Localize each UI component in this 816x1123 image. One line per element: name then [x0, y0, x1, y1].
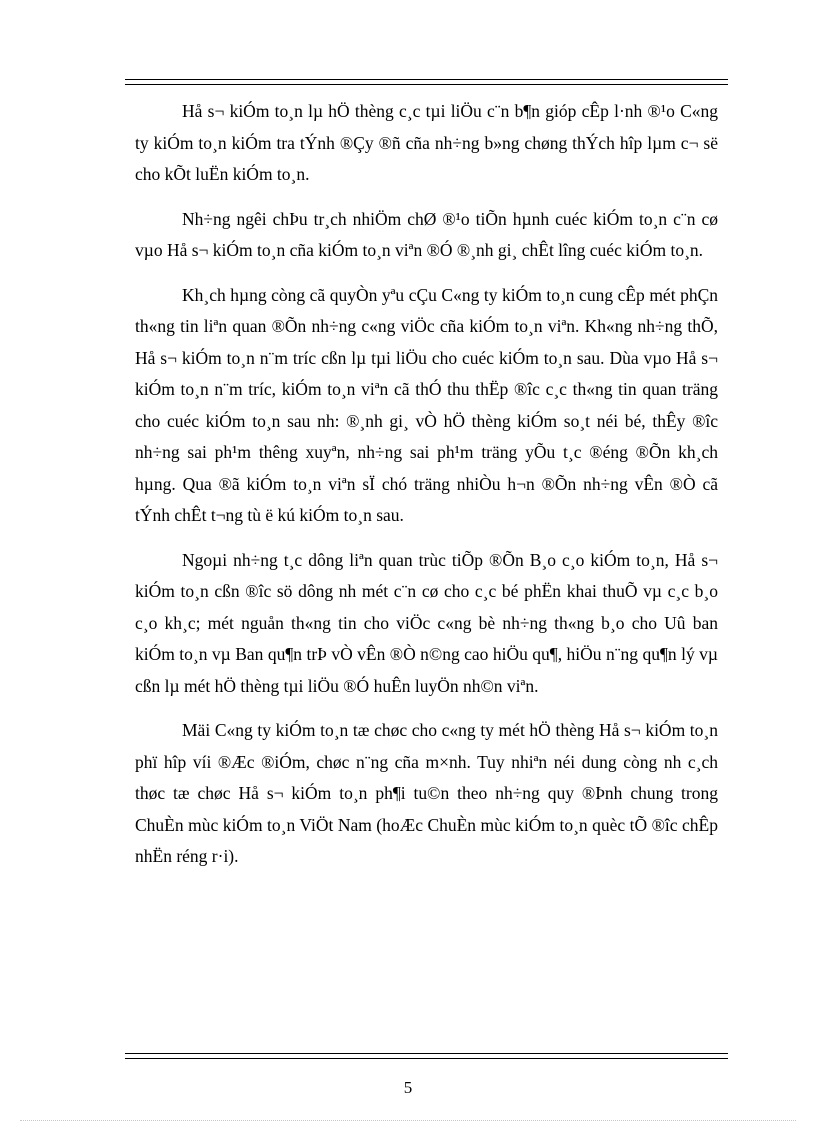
page-number: 5: [403, 1078, 413, 1097]
paragraph-1: Hå s¬ kiÓm to¸n lµ hÖ thèng c¸c tµi liÖu c¨n b¶n gióp cÊp l·nh ®¹o C«ng ty kiÓm to¸n kiÓm tra tÝnh ®Çy ®ñ cña nh÷ng b»ng chøng thÝch hîp lµm c¬ së cho kÕt luËn kiÓm to¸n.: [135, 101, 718, 184]
paragraph-2: Nh÷ng ngêi chÞu tr¸ch nhiÖm chØ ®¹o tiÕn hµnh cuéc kiÓm to¸n c¨n cø vµo Hå s¬ kiÓm to¸n cña kiÓm to¸n viªn ®Ó ®¸nh gi¸ chÊt lîng cuéc kiÓm to¸n.: [135, 208, 718, 260]
header-double-rule: [125, 79, 728, 85]
paragraph-4: Ngoµi nh÷ng t¸c dông liªn quan trùc tiÕp ®Õn B¸o c¸o kiÓm to¸n, Hå s¬ kiÓm to¸n cßn ®îc sö dông nh mét c¨n cø cho c¸c bé phËn khai thuÕ vµ c¸c b¸o c¸o kh¸c; mét nguån th«ng tin cho viÖc c«ng bè nh÷ng th«ng b¸o cho Uû ban kiÓm to¸n vµ Ban qu¶n trÞ vÒ vÊn ®Ò n©ng cao hiÖu qu¶, hiÖu n¨ng qu¶n lý vµ cßn lµ mét hÖ thèng tµi liÖu ®Ó huÊn luyÖn nh©n viªn.: [135, 549, 718, 696]
page-edge-dotted-line: [20, 1120, 796, 1121]
footer-double-rule: [125, 1053, 728, 1059]
document-body: [135, 96, 718, 886]
paragraph-5: Mäi C«ng ty kiÓm to¸n tæ chøc cho c«ng ty mét hÖ thèng Hå s¬ kiÓm to¸n phï hîp víi ®Æc ®iÓm, chøc n¨ng cña m×nh. Tuy nhiªn néi dung còng nh c¸ch thøc tæ chøc Hå s¬ kiÓm to¸n ph¶i tu©n theo nh÷ng quy ®Þnh chung trong ChuÈn mùc kiÓm to¸n ViÖt Nam (hoÆc ChuÈn mùc kiÓm to¸n quèc tÕ ®îc chÊp nhËn réng r·i).: [135, 720, 718, 866]
paragraph-3: Kh¸ch hµng còng cã quyÒn yªu cÇu C«ng ty kiÓm to¸n cung cÊp mét phÇn th«ng tin liªn quan ®Õn nh÷ng c«ng viÖc cña kiÓm to¸n viªn. Kh«ng nh÷ng thÕ, Hå s¬ kiÓm to¸n n¨m tríc cßn lµ tµi liÖu cho cuéc kiÓm to¸n sau. Dùa vµo Hå s¬ kiÓm to¸n n¨m tríc, kiÓm to¸n viªn cã thÓ thu thËp ®îc c¸c th«ng tin quan träng cho cuéc kiÓm to¸n sau nh: ®¸nh gi¸ vÒ hÖ thèng kiÓm so¸t néi bé, thÊy ®îc nh÷ng sai ph¹m thêng xuyªn, nh÷ng sai ph¹m träng yÕu t¸c ®éng ®Õn kh¸ch hµng. Qua ®ã kiÓm to¸n viªn sÏ chó träng nhiÒu h¬n ®Õn nh÷ng vÊn ®Ò cã tÝnh chÊt t¬ng tù ë kú kiÓm to¸n sau.: [135, 284, 718, 525]
